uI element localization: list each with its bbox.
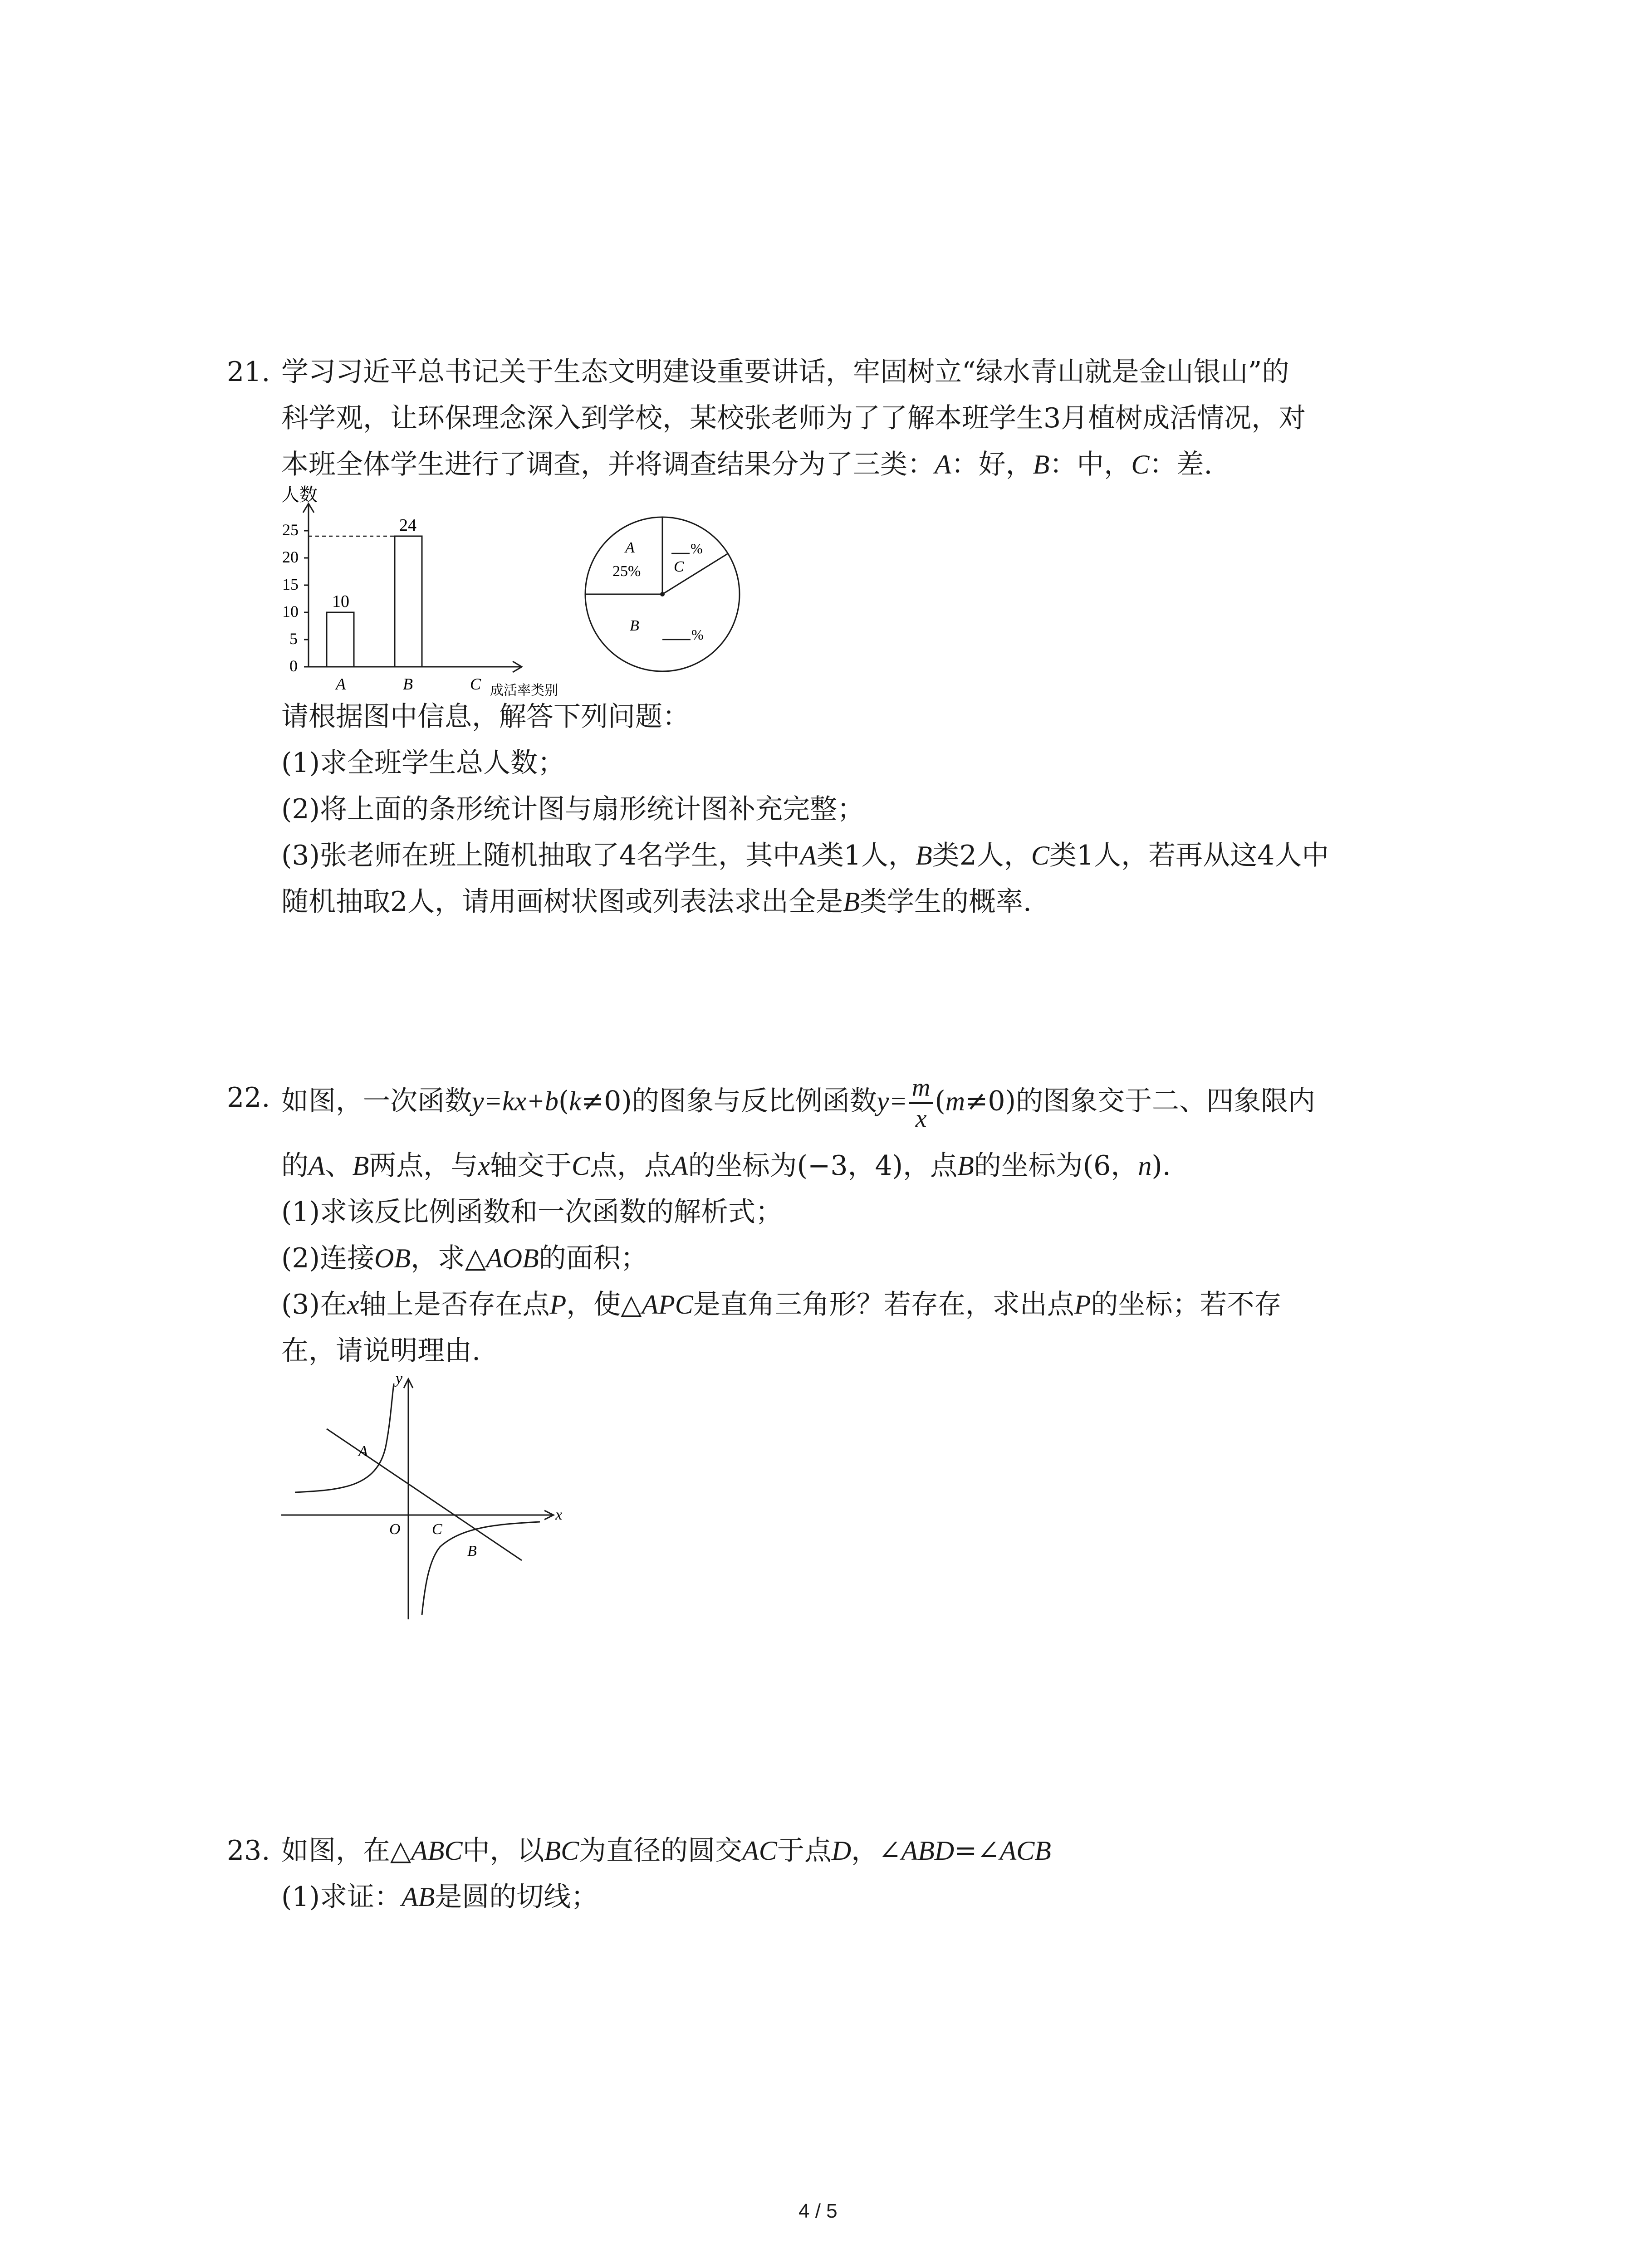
q21-line3: 本班全体学生进行了调查，并将调查结果分为了三类：A：好，B：中，C：差.	[281, 449, 1213, 480]
pie-center-dot	[660, 592, 665, 596]
graph-label-y: y	[396, 1370, 403, 1387]
bar-cat-A: A	[336, 675, 346, 693]
graph-label-B: B	[467, 1543, 477, 1559]
tick-label-5: 5	[289, 630, 298, 648]
bar-xlabel: 成活率类别	[490, 683, 558, 699]
q21-pie-chart	[576, 508, 749, 680]
pie-label-C: C	[674, 558, 684, 575]
q21-intro: 请根据图中信息，解答下列问题：	[281, 701, 690, 733]
q22-number: 22.	[227, 1082, 270, 1114]
q23-number: 23.	[227, 1835, 270, 1867]
hyperbola-branch-q2	[295, 1383, 394, 1492]
q22-sub3-line1: (3)在x轴上是否存在点P，使△APC是直角三角形？若存在，求出点P的坐标；若不存	[281, 1289, 1282, 1320]
bar-cat-B: B	[403, 675, 413, 693]
bar-cat-C: C	[470, 675, 481, 693]
bar-B-value-label: 24	[399, 516, 416, 535]
q22-fraction: $\frac{m}{x}$	[909, 1075, 933, 1131]
pie-pct-C: %	[691, 540, 703, 557]
bar-ylabel: 人数	[281, 484, 318, 505]
q21-line1: 学习习近平总书记关于生态文明建设重要讲话，牢固树立“绿水青山就是金山银山”的	[281, 356, 1289, 388]
tick-label-0: 0	[289, 657, 298, 675]
linear-function-line	[327, 1429, 522, 1560]
bar-A	[327, 612, 354, 667]
tick-label-20: 20	[282, 548, 299, 566]
bar-B	[395, 536, 422, 667]
q22-sub2: (2)连接OB，求△AOB的面积；	[281, 1242, 648, 1274]
q21-bar-chart	[263, 481, 558, 699]
page-number: 4 / 5	[798, 2200, 838, 2222]
q23-line1: 如图，在△ABC中，以BC为直径的圆交AC于点D，∠ABD=∠ACB	[281, 1835, 1051, 1867]
q22-line1: 如图，一次函数y=kx+b(k≠0)的图象与反比例函数y= $\frac{m}{x}$ (m≠0)的图象交于二、四象限内	[281, 1074, 1315, 1133]
q21-sub2: (2)将上面的条形统计图与扇形统计图补充完整；	[281, 793, 864, 825]
graph-label-C: C	[432, 1521, 442, 1538]
tick-label-15: 15	[282, 575, 299, 593]
graph-label-A: A	[358, 1443, 368, 1460]
pie-label-B: B	[630, 617, 639, 634]
pie-pct-A: 25%	[612, 563, 641, 580]
q23-sub1: (1)求证：AB是圆的切线；	[281, 1881, 598, 1913]
q21-sub3-line1: (3)张老师在班上随机抽取了4名学生，其中A类1人，B类2人，C类1人，若再从这4人中	[281, 840, 1329, 871]
q21-sub3-line2: 随机抽取2人，请用画树状图或列表法求出全是B类学生的概率.	[281, 886, 1032, 918]
bar-A-value-label: 10	[332, 592, 349, 611]
tick-label-10: 10	[282, 602, 299, 621]
q22-sub1: (1)求该反比例函数和一次函数的解析式；	[281, 1196, 783, 1228]
pie-label-A: A	[625, 539, 635, 556]
q22-line2: 的A、B两点，与x轴交于C点，点A的坐标为(−3，4)，点B的坐标为(6，n).	[281, 1150, 1171, 1182]
q21-line2: 科学观，让环保理念深入到学校，某校张老师为了了解本班学生3月植树成活情况，对	[281, 402, 1306, 434]
tick-label-25: 25	[282, 521, 299, 539]
q22-sub3-line2: 在，请说明理由.	[281, 1335, 481, 1367]
q21-number: 21.	[227, 356, 270, 388]
q22-function-graph	[272, 1370, 572, 1624]
q21-sub1: (1)求全班学生总人数；	[281, 747, 565, 779]
graph-label-x: x	[555, 1506, 563, 1523]
pie-pct-B: %	[691, 626, 704, 643]
graph-label-O: O	[389, 1521, 401, 1538]
